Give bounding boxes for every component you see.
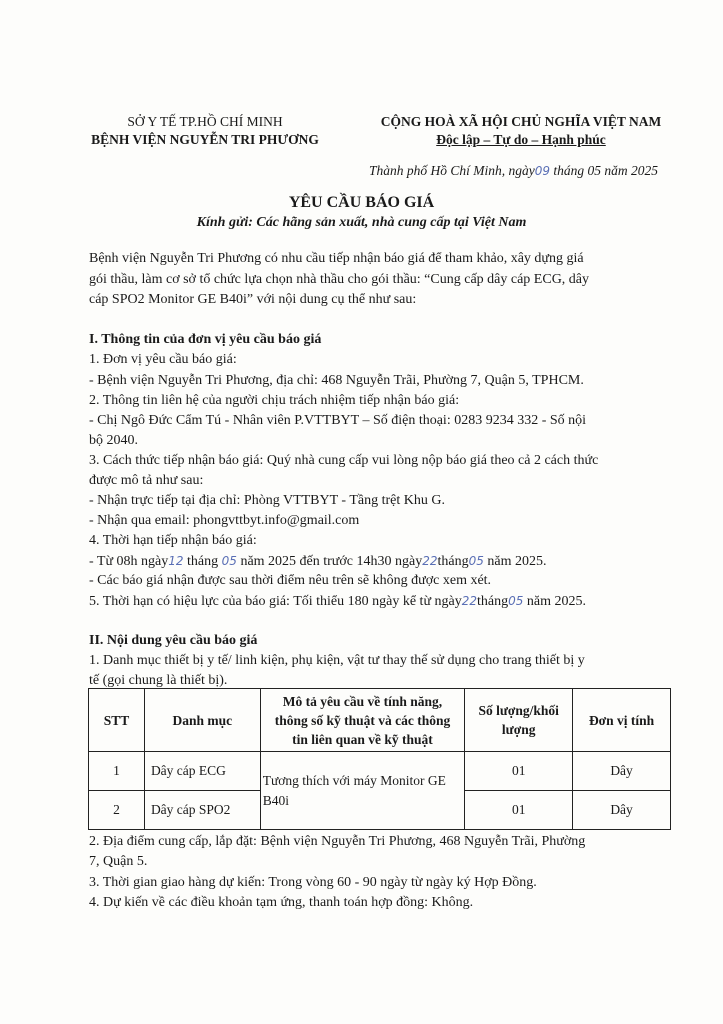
cell-name: Dây cáp ECG (144, 752, 260, 791)
validity-text: 5. Thời hạn có hiệu lực của báo giá: Tối thiểu 180 ngày kể từ ngày (89, 594, 462, 609)
section-1-email-line: - Nhận qua email: phongvttbyt.info@gmail.com (89, 513, 360, 528)
intro-line: gói thầu, làm cơ sở tổ chức lựa chọn nhà thầu cho gói thầu: “Cung cấp dây cáp ECG, dây (89, 272, 590, 287)
cell-unit: Dây (573, 791, 671, 830)
deadline-text: tháng (183, 554, 222, 569)
section-2-line: 3. Thời gian giao hàng dự kiến: Trong vòng 60 - 90 ngày từ ngày ký Hợp Đồng. (89, 875, 537, 890)
validity-day-handwritten: 22 (461, 594, 478, 608)
page-title: YÊU CẦU BÁO GIÁ (288, 194, 435, 211)
validity-text: năm 2025. (523, 594, 587, 609)
recipient-line: Kính gửi: Các hãng sản xuất, nhà cung cấp tại Việt Nam (196, 215, 527, 230)
intro-line: cáp SPO2 Monitor GE B40i” với nội dung cụ thể như sau: (89, 292, 417, 307)
cell-stt: 2 (89, 791, 145, 830)
issuer-block (80, 114, 330, 148)
section-1-line: 1. Đơn vị yêu cầu báo giá: (89, 352, 237, 367)
cell-description: Tương thích với máy Monitor GE B40i (260, 752, 465, 830)
deadline-text: - Từ 08h ngày (89, 554, 169, 569)
section-1-line: 3. Cách thức tiếp nhận báo giá: Quý nhà cung cấp vui lòng nộp báo giá theo cả 2 cách thức (89, 453, 599, 468)
deadline-month-handwritten: 05 (221, 554, 237, 568)
national-motto: Độc lập – Tự do – Hạnh phúc (436, 132, 606, 147)
cell-quantity: 01 (465, 752, 573, 791)
section-1-line: bộ 2040. (89, 433, 138, 448)
section-2-line: 7, Quận 5. (89, 854, 148, 869)
deadline-text: năm 2025. (483, 554, 547, 569)
cell-unit: Dây (573, 752, 671, 791)
section-1-line: được mô tả như sau: (89, 473, 204, 488)
header-quantity: Số lượng/khối lượng (465, 689, 573, 752)
section-2-heading: II. Nội dung yêu cầu báo giá (89, 633, 258, 648)
section-2-line: 1. Danh mục thiết bị y tế/ linh kiện, phụ kiện, vật tư thay thế sử dụng cho trang thiết bị y (89, 653, 585, 668)
section-1-line: - Nhận trực tiếp tại địa chỉ: Phòng VTTBYT - Tầng trệt Khu G. (89, 493, 445, 508)
validity-line (89, 591, 586, 612)
issuer-department: SỞ Y TẾ TP.HỒ CHÍ MINH (127, 114, 283, 129)
cell-name: Dây cáp SPO2 (144, 791, 260, 830)
section-1-heading: I. Thông tin của đơn vị yêu cầu báo giá (89, 332, 322, 347)
validity-text: tháng (477, 594, 509, 609)
cell-stt: 1 (89, 752, 145, 791)
date-prefix: Thành phố Hồ Chí Minh, ngày (369, 163, 535, 178)
items-table (88, 688, 671, 830)
deadline-line (89, 551, 547, 572)
date-day-handwritten: 09 (534, 164, 551, 178)
section-2-line: tế (gọi chung là thiết bị). (89, 673, 228, 688)
intro-line: Bệnh viện Nguyễn Tri Phương có nhu cầu tiếp nhận báo giá để tham khảo, xây dựng giá (89, 251, 584, 266)
deadline-text: tháng (437, 554, 469, 569)
date-line (369, 163, 658, 179)
section-2-line: 4. Dự kiến về các điều khoản tạm ứng, thanh toán hợp đồng: Không. (89, 895, 474, 910)
header-unit: Đơn vị tính (573, 689, 671, 752)
deadline-text: năm 2025 đến trước 14h30 ngày (236, 554, 423, 569)
national-heading (366, 114, 676, 148)
deadline-month-handwritten: 05 (468, 554, 484, 568)
late-note: - Các báo giá nhận được sau thời điểm nêu trên sẽ không được xem xét. (89, 573, 492, 588)
issuer-hospital: BỆNH VIỆN NGUYỄN TRI PHƯƠNG (91, 132, 319, 147)
section-1-line: - Bệnh viện Nguyễn Tri Phương, địa chỉ: 468 Nguyễn Trãi, Phường 7, Quận 5, TPHCM. (89, 373, 584, 388)
table-header-row (89, 689, 671, 752)
deadline-day-handwritten: 12 (168, 554, 184, 568)
national-name: CỘNG HOÀ XÃ HỘI CHỦ NGHĨA VIỆT NAM (380, 114, 662, 129)
date-suffix: tháng 05 năm 2025 (553, 163, 659, 178)
section-2-line: 2. Địa điểm cung cấp, lắp đặt: Bệnh viện Nguyễn Tri Phương, 468 Nguyễn Trãi, Phường (89, 834, 586, 849)
validity-month-handwritten: 05 (508, 594, 524, 608)
header-stt: STT (89, 689, 145, 752)
deadline-day-handwritten: 22 (422, 554, 438, 568)
header-name: Danh mục (144, 689, 260, 752)
table-row (89, 752, 671, 791)
section-1-line: - Chị Ngô Đức Cẩm Tú - Nhân viên P.VTTBYT – Số điện thoại: 0283 9234 332 - Số nội (89, 413, 587, 428)
cell-quantity: 01 (465, 791, 573, 830)
section-1-line: 4. Thời hạn tiếp nhận báo giá: (89, 533, 257, 548)
section-1-line: 2. Thông tin liên hệ của người chịu trách nhiệm tiếp nhận báo giá: (89, 393, 460, 408)
header-description: Mô tả yêu cầu về tính năng, thông số kỹ thuật và các thông tin liên quan về kỹ thuật (260, 689, 465, 752)
